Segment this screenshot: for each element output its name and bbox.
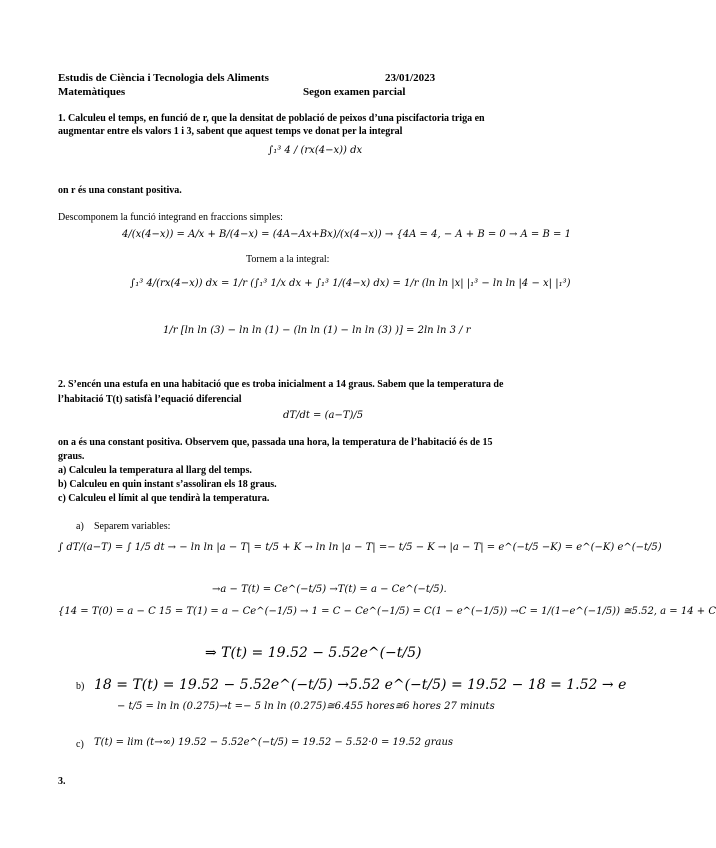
q2-ode: dT/dt = (a−T)/5	[283, 410, 364, 421]
q2-statement-line1: 2. S’encén una estufa en una habitació que es troba inicialment a 14 graus. Sabem que la temperatura de	[58, 379, 504, 390]
q1-integral-split: ∫₁³ 4/(rx(4−x)) dx = 1/r (∫₁³ 1/x dx + ∫₁³ 1/(4−x) dx) = 1/r (ln ln |x| |₁³ − ln ln |4 − x| |₁³)	[130, 278, 571, 289]
q2-part-c: c) Calculeu el límit al que tendirà la temperatura.	[58, 493, 270, 504]
q2-part-a: a) Calculeu la temperatura al llarg del temps.	[58, 465, 252, 476]
q2-sol-a-final: ⇒ T(t) = 19.52 − 5.52e^(−t/5)	[205, 645, 422, 661]
q1-method: Descomponem la funció integrand en fraccions simples:	[58, 212, 283, 223]
header-exam: Segon examen parcial	[303, 86, 406, 98]
q2-sol-a-line2: →a − T(t) = Ce^(−t/5) →T(t) = a − Ce^(−t/5).	[212, 584, 447, 595]
q2-sol-b-line2: − t/5 = ln ln (0.275)→t =− 5 ln ln (0.275)≅6.455 hores≅6 hores 27 minuts	[117, 701, 495, 712]
q1-back-to-integral: Tornem a la integral:	[246, 254, 330, 265]
q2-sol-a-line3: {14 = T(0) = a − C 15 = T(1) = a − Ce^(−1/5) → 1 = C − Ce^(−1/5) = C(1 − e^(−1/5)) →C = 1/(1−e^(−1/5)) ≅5.52, a = 14 + C	[58, 606, 716, 617]
q2-sol-c-label: c)	[76, 739, 84, 750]
q1-statement-line2: augmentar entre els valors 1 i 3, sabent que aquest temps ve donat per la integral	[58, 126, 403, 137]
q2-sol-a-line1: ∫ dT/(a−T) = ∫ 1/5 dt → − ln ln |a − T| = t/5 + K → ln ln |a − T| =− t/5 − K → |a − T| = e^(−t/5 −K) = e^(−K) e^(−t/5)	[58, 542, 662, 553]
q1-partial-fractions: 4/(x(4−x)) = A/x + B/(4−x) = (4A−Ax+Bx)/(x(4−x)) → {4A = 4, − A + B = 0 → A = B = 1	[122, 229, 571, 240]
q2-statement-line2: l’habitació T(t) satisfà l’equació diferencial	[58, 394, 242, 405]
header-institution: Estudis de Ciència i Tecnologia dels Aliments	[58, 72, 269, 84]
q2-sol-b-line1: 18 = T(t) = 19.52 − 5.52e^(−t/5) →5.52 e^(−t/5) = 19.52 − 18 = 1.52 → e	[94, 677, 627, 693]
q2-sol-b-label: b)	[76, 681, 85, 692]
header-date: 23/01/2023	[385, 72, 436, 84]
q2-statement-line4: graus.	[58, 451, 85, 462]
q1-integral: ∫₁³ 4 / (rx(4−x)) dx	[268, 145, 363, 156]
q3-label: 3.	[58, 776, 66, 787]
header-subject: Matemàtiques	[58, 86, 126, 98]
q1-condition: on r és una constant positiva.	[58, 185, 182, 196]
q2-sol-c-line: T(t) = lim (t→∞) 19.52 − 5.52e^(−t/5) = 19.52 − 5.52·0 = 19.52 graus	[94, 737, 454, 748]
q2-statement-line3: on a és una constant positiva. Observem que, passada una hora, la temperatura de l’habitació és de 15	[58, 437, 493, 448]
q1-statement-line1: 1. Calculeu el temps, en funció de r, que la densitat de població de peixos d’una piscifactoria triga en	[58, 113, 485, 124]
q2-part-b: b) Calculeu en quin instant s’assoliran els 18 graus.	[58, 479, 277, 490]
q2-sol-a-intro: Separem variables:	[94, 521, 171, 532]
q2-sol-a-label: a)	[76, 521, 84, 532]
q1-result: 1/r [ln ln (3) − ln ln (1) − (ln ln (1) − ln ln (3) )] = 2ln ln 3 / r	[163, 325, 471, 336]
